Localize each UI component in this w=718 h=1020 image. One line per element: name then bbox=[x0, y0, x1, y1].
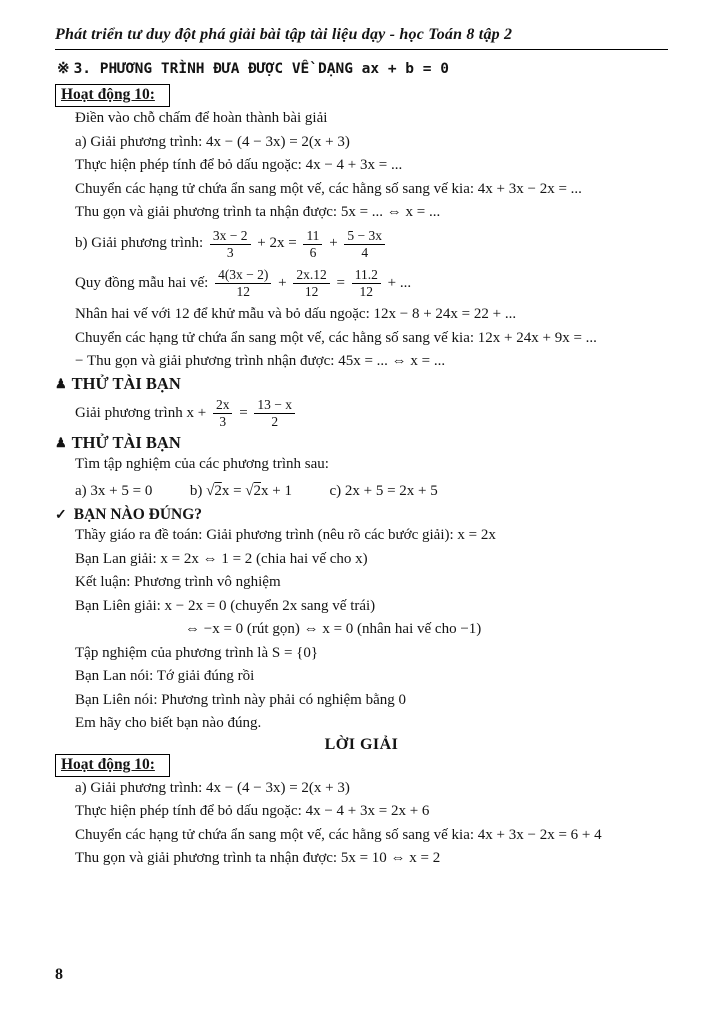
fraction-numerator: 2x.12 bbox=[293, 267, 329, 284]
text-line: Nhân hai vế với 12 để khử mẫu và bỏ dấu ngoặc: 12x − 8 + 24x = 22 + ... bbox=[75, 306, 517, 323]
text-line: Tìm tập nghiệm của các phương trình sau: bbox=[75, 456, 329, 473]
pawn-icon: ♟ bbox=[55, 375, 67, 391]
text-line: Chuyển các hạng tử chứa ẩn sang một vế, các hằng số sang vế kia: 4x + 3x − 2x = 6 + 4 bbox=[75, 826, 602, 843]
question-heading bbox=[55, 506, 668, 524]
text-line: Kết luận: Phương trình vô nghiệm bbox=[75, 574, 281, 591]
fraction bbox=[213, 397, 233, 430]
activity-heading-row bbox=[55, 84, 668, 107]
fraction-numerator: 5 − 3x bbox=[344, 228, 385, 245]
fraction-numerator: 4(3x − 2) bbox=[215, 267, 271, 284]
text-line: Thu gọn và giải phương trình ta nhận được: 5x = 10 ⇔ x = 2 bbox=[75, 850, 441, 867]
text-line: Thầy giáo ra đề toán: Giải phương trình (nêu rõ các bước giải): x = 2x bbox=[75, 527, 496, 544]
question-heading-label: BẠN NÀO ĐÚNG? bbox=[73, 506, 203, 524]
fraction-denominator: 3 bbox=[219, 413, 227, 429]
text-line: Bạn Lan giải: x = 2x ⇔ 1 = 2 (chia hai vế cho x) bbox=[75, 550, 368, 567]
section-marker-icon: ※ bbox=[57, 61, 70, 77]
text-line: Chuyển các hạng tử chứa ẩn sang một vế, các hằng số sang vế kia: 12x + 24x + 9x = ... bbox=[75, 329, 597, 346]
fraction-numerator: 13 − x bbox=[254, 397, 295, 414]
challenge-heading-label: THỬ TÀI BẠN bbox=[71, 433, 181, 453]
text-line: ⇔ −x = 0 (rút gọn) ⇔ x = 0 (nhân hai vế cho −1) bbox=[185, 621, 482, 638]
fraction-denominator: 3 bbox=[226, 244, 234, 260]
solution-heading: LỜI GIẢI bbox=[324, 735, 399, 753]
pawn-icon: ♟ bbox=[55, 435, 67, 451]
sqrt-expression: √2 bbox=[206, 482, 222, 499]
fraction-denominator: 12 bbox=[304, 284, 319, 300]
check-icon: ✓ bbox=[55, 508, 67, 524]
challenge-heading bbox=[55, 374, 668, 394]
fraction-numerator: 2x bbox=[213, 397, 233, 414]
fraction bbox=[344, 228, 385, 261]
activity-heading-row bbox=[55, 754, 668, 777]
text-line: Điền vào chỗ chấm để hoàn thành bài giải bbox=[75, 110, 328, 126]
fraction bbox=[303, 228, 322, 261]
section-heading bbox=[57, 59, 668, 78]
content bbox=[55, 84, 668, 871]
fraction bbox=[215, 267, 271, 300]
fraction-denominator: 12 bbox=[236, 284, 250, 300]
running-head: Phát triển tư duy đột phá giải bài tập tài liệu dạy - học Toán 8 tập 2 bbox=[55, 26, 668, 50]
text-line: Thực hiện phép tính để bỏ dấu ngoặc: 4x − 4 + 3x = 2x + 6 bbox=[75, 803, 430, 820]
fraction-denominator: 4 bbox=[361, 244, 369, 260]
sqrt-radicand: 2 bbox=[214, 482, 222, 499]
text-line: Chuyển các hạng tử chứa ẩn sang một vế, các hằng số sang vế kia: 4x + 3x − 2x = ... bbox=[75, 180, 582, 197]
text-line: Thực hiện phép tính để bỏ dấu ngoặc: 4x − 4 + 3x = ... bbox=[75, 157, 403, 173]
text-line: Tập nghiệm của phương trình là S = {0} bbox=[75, 644, 319, 661]
fraction bbox=[254, 397, 295, 430]
fraction-numerator: 11.2 bbox=[352, 267, 381, 284]
math-line: Giải phương trình x + $\frac{2x}{3}$ = $\frac{13 - x}{2}$ bbox=[55, 394, 668, 433]
sqrt-expression: √2 bbox=[245, 482, 262, 499]
text-line: a) Giải phương trình: 4x − (4 − 3x) = 2(x + 3) bbox=[75, 133, 350, 150]
math-line: b) Giải phương trình: $\frac{3x - 2}{3}$ + 2x = $\frac{11}{6}$ + $\frac{5 - 3x}{4}$ bbox=[55, 225, 668, 264]
text-line: Thu gọn và giải phương trình ta nhận được: 5x = ... ⇔ x = ... bbox=[75, 204, 441, 220]
math-line: a) 3x + 5 = 0 b) √2 x = √2 x + 1 c) 2x + 5 = 2x + 5 bbox=[55, 477, 668, 507]
section-title: 3. PHƯƠNG TRÌNH ĐƯA ĐƯỢC VỀ DẠNG ax + b = 0 bbox=[73, 61, 449, 77]
text-line: − Thu gọn và giải phương trình nhận được: 45x = ... ⇔ x = ... bbox=[75, 353, 446, 370]
activity-heading: Hoạt động 10: bbox=[55, 84, 170, 107]
text-line: a) Giải phương trình: 4x − (4 − 3x) = 2(x + 3) bbox=[75, 779, 350, 796]
fraction-denominator: 6 bbox=[309, 244, 317, 260]
challenge-heading bbox=[55, 433, 668, 453]
fraction bbox=[293, 267, 329, 300]
page-number: 8 bbox=[55, 966, 63, 983]
fraction-denominator: 12 bbox=[359, 284, 374, 300]
text-line: Em hãy cho biết bạn nào đúng. bbox=[75, 715, 262, 732]
text-line: Bạn Lan nói: Tớ giải đúng rồi bbox=[75, 668, 255, 685]
activity-heading: Hoạt động 10: bbox=[55, 754, 170, 777]
fraction-numerator: 3x − 2 bbox=[210, 228, 251, 245]
fraction bbox=[210, 228, 251, 261]
text-line: Bạn Liên giải: x − 2x = 0 (chuyển 2x sang vế trái) bbox=[75, 597, 376, 614]
fraction-denominator: 2 bbox=[271, 413, 279, 429]
math-line: Quy đồng mẫu hai vế: $\frac{4(3x - 2)}{12}$ + $\frac{2x.12}{12}$ = $\frac{11.2}{12}$ + ... bbox=[75, 266, 412, 300]
fraction bbox=[352, 267, 381, 300]
sqrt-radicand: 2 bbox=[253, 482, 262, 499]
challenge-heading-label: THỬ TÀI BẠN bbox=[71, 373, 181, 393]
text-line: Bạn Liên nói: Phương trình này phải có nghiệm bằng 0 bbox=[75, 691, 407, 708]
fraction-numerator: 11 bbox=[303, 228, 322, 245]
